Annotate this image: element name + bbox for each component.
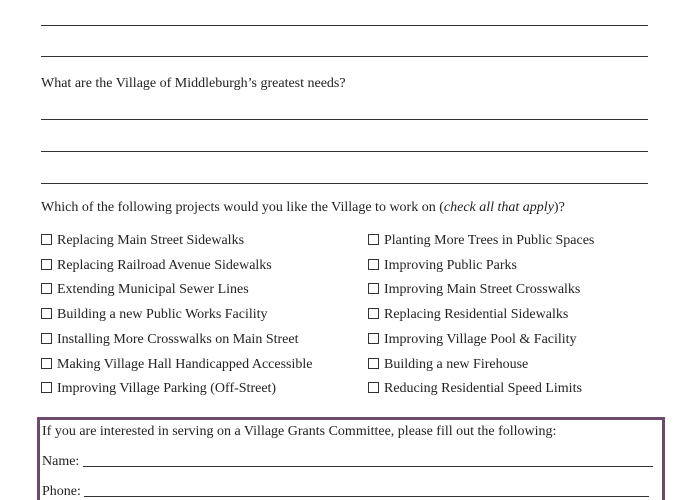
project-label: Reducing Residential Speed Limits: [384, 381, 582, 397]
project-label: Installing More Crosswalks on Main Street: [57, 331, 299, 347]
project-option[interactable]: [368, 258, 517, 274]
project-label: Replacing Main Street Sidewalks: [57, 233, 245, 248]
question-hint: check all that apply: [443, 200, 554, 215]
checkbox[interactable]: [41, 259, 52, 270]
question-text: Which of the following projects would you like the Village to work on (: [41, 200, 444, 215]
project-label: Building a new Public Works Facility: [57, 307, 268, 323]
project-label: Improving Main Street Crosswalks: [384, 282, 581, 298]
project-label: Planting More Trees in Public Spaces: [384, 233, 595, 248]
phone-field[interactable]: [84, 484, 649, 497]
answer-line[interactable]: [41, 183, 648, 184]
checkbox[interactable]: [41, 234, 52, 245]
project-option[interactable]: [368, 233, 594, 249]
project-label: Replacing Railroad Avenue Sidewalks: [57, 257, 272, 273]
phone-label: Phone:: [42, 484, 81, 499]
project-label: Making Village Hall Handicapped Accessible: [57, 356, 313, 372]
checkbox[interactable]: [41, 382, 52, 393]
committee-intro: If you are interested in serving on a Village Grants Committee, please fill out the following:: [42, 424, 557, 439]
project-label: Extending Municipal Sewer Lines: [57, 282, 249, 298]
checkbox[interactable]: [368, 382, 379, 393]
checkbox[interactable]: [368, 283, 379, 294]
checkbox[interactable]: [368, 333, 379, 344]
project-option[interactable]: [41, 357, 313, 373]
project-label: Improving Public Parks: [384, 257, 517, 273]
checkbox[interactable]: [368, 358, 379, 369]
question-projects: [41, 200, 565, 216]
project-option[interactable]: [368, 282, 580, 298]
checkbox[interactable]: [41, 308, 52, 319]
project-label: Improving Village Parking (Off-Street): [57, 381, 277, 397]
project-option[interactable]: [41, 332, 298, 348]
checkbox[interactable]: [41, 358, 52, 369]
checkbox[interactable]: [41, 283, 52, 294]
name-row: [42, 454, 653, 470]
phone-row: [42, 484, 649, 500]
checkbox[interactable]: [41, 333, 52, 344]
project-option[interactable]: [368, 357, 528, 373]
checkbox[interactable]: [368, 259, 379, 270]
project-option[interactable]: [368, 381, 582, 397]
checkbox[interactable]: [368, 234, 379, 245]
project-option[interactable]: [368, 332, 577, 348]
answer-line[interactable]: [41, 25, 648, 26]
checkbox[interactable]: [368, 308, 379, 319]
question-needs: What are the Village of Middleburgh’s greatest needs?: [41, 76, 346, 91]
project-label: Improving Village Pool & Facility: [384, 331, 577, 347]
project-option[interactable]: [41, 258, 272, 274]
project-option[interactable]: [41, 282, 249, 298]
answer-line[interactable]: [41, 56, 648, 57]
project-option[interactable]: [368, 307, 568, 323]
answer-line[interactable]: [41, 151, 648, 152]
project-option[interactable]: [41, 381, 276, 397]
answer-line[interactable]: [41, 119, 648, 120]
project-label: Building a new Firehouse: [384, 356, 529, 372]
project-option[interactable]: [41, 233, 244, 249]
committee-box: [37, 417, 665, 500]
name-field[interactable]: [83, 454, 653, 467]
project-label: Replacing Residential Sidewalks: [384, 307, 569, 323]
question-text-end: )?: [553, 200, 565, 215]
project-option[interactable]: [41, 307, 268, 323]
name-label: Name:: [42, 454, 80, 469]
